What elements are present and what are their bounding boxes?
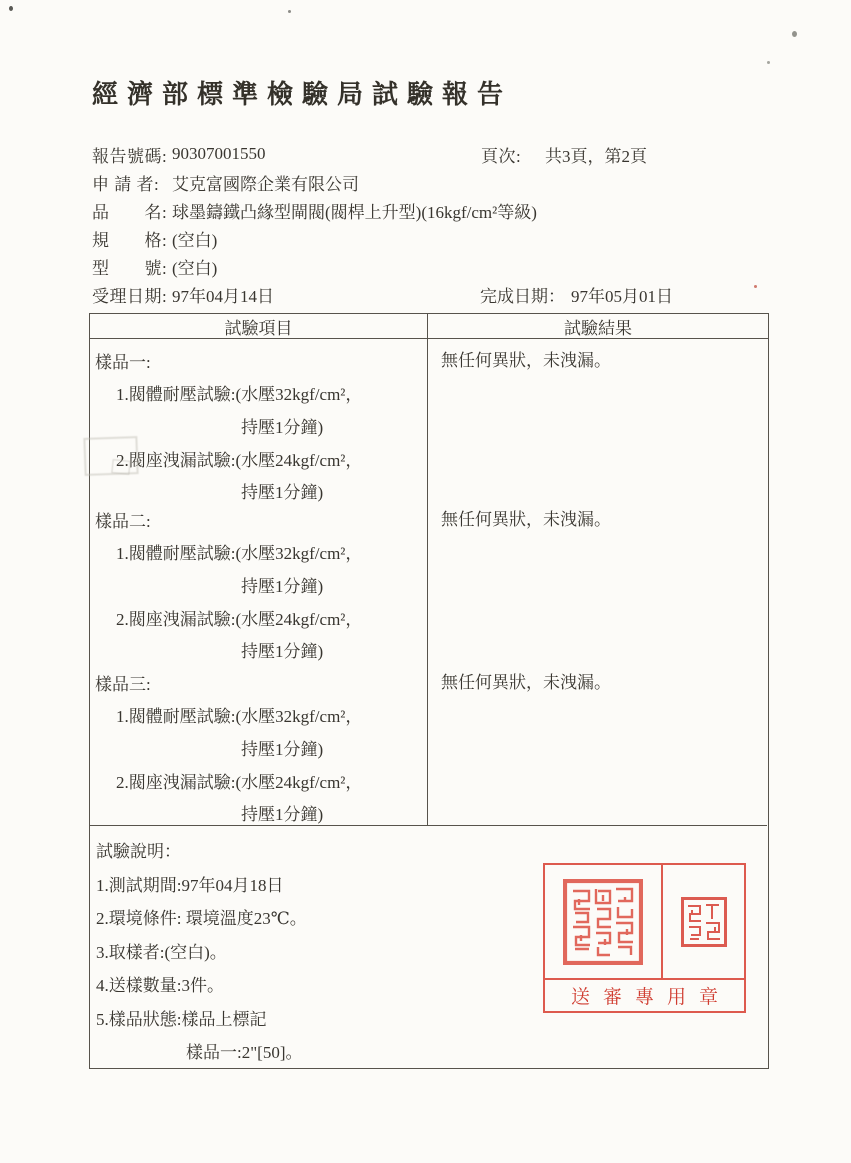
page-title: 經濟部標準檢驗局試驗報告: [92, 80, 513, 109]
page-index-label: 頁次:: [481, 146, 522, 166]
note-sample-quantity: 4.送樣數量:3件。: [96, 976, 224, 996]
sample-3-items: [90, 661, 428, 825]
accept-date-label: 受理日期:: [92, 286, 168, 306]
sample-2-items: [90, 498, 428, 661]
note-test-period: 1.測試期間:97年04月18日: [96, 875, 284, 895]
table-header-row: [90, 314, 768, 339]
note-sampler: 3.取樣者:(空白)。: [96, 942, 227, 962]
sample-2-item-1-cont: 持壓1分鐘): [241, 576, 324, 596]
report-number-value: 90307001550: [172, 144, 266, 163]
sample-3-item-1: 1.閥體耐壓試驗:(水壓32kgf/cm²，: [116, 707, 363, 727]
accept-date-value: 97年04月14日: [172, 286, 274, 306]
report-number-row: [92, 140, 792, 168]
product-name-label: 品 名:: [92, 202, 168, 222]
table-row-sample-1: [90, 339, 768, 503]
note-environment: 2.環境條件: 環境溫度23℃。: [96, 909, 307, 929]
test-results-table: [89, 313, 769, 1069]
company-seal-icon: [563, 879, 643, 965]
stamp-personal-cell: [663, 865, 744, 978]
sample-2-name: 樣品二:: [95, 511, 151, 531]
spec-label: 規 格:: [92, 230, 168, 250]
table-row-sample-3: [90, 661, 768, 825]
sample-2-item-2-cont: 持壓1分鐘): [241, 642, 324, 662]
sample-1-item-2: 2.閥座洩漏試驗:(水壓24kgf/cm²，: [116, 450, 363, 470]
scan-speck: [9, 6, 13, 11]
sample-2-item-1: 1.閥體耐壓試驗:(水壓32kgf/cm²，: [116, 544, 363, 564]
test-notes-box: [90, 825, 767, 1068]
column-header-test-item: 試驗項目: [90, 314, 428, 338]
stamp-company-cell: [545, 865, 663, 978]
notes-title: 試驗說明：: [96, 842, 181, 862]
stamp-seal-area: [545, 865, 744, 980]
spec-value: (空白): [172, 230, 218, 250]
page-index-value: 共3頁，第2頁: [545, 146, 647, 166]
personal-seal-icon: [681, 897, 727, 947]
sample-3-item-2-cont: 持壓1分鐘): [241, 805, 324, 825]
page-index: [481, 142, 647, 167]
column-header-test-result: 試驗結果: [564, 318, 632, 338]
sample-1-items: [90, 339, 428, 503]
complete-date-value: 97年05月01日: [571, 286, 673, 306]
sample-2-result: 無任何異狀，未洩漏。: [441, 510, 611, 529]
sample-3-name: 樣品三:: [95, 674, 151, 694]
sample-1-item-1: 1.閥體耐壓試驗:(水壓32kgf/cm²，: [116, 385, 363, 405]
sample-3-item-2: 2.閥座洩漏試驗:(水壓24kgf/cm²，: [116, 772, 363, 792]
scan-smudge-mark-small: [111, 459, 130, 475]
scan-speck: [288, 10, 291, 13]
sample-1-item-1-cont: 持壓1分鐘): [241, 417, 324, 437]
report-number-label: 報告號碼:: [92, 146, 168, 166]
sample-1-name: 樣品一:: [95, 352, 151, 372]
spec-row: [92, 224, 792, 252]
sample-2-item-2: 2.閥座洩漏試驗:(水壓24kgf/cm²，: [116, 609, 363, 629]
product-name-value: 球墨鑄鐵凸緣型閘閥(閥桿上升型)(16kgf/cm²等級): [172, 202, 537, 222]
complete-date: [480, 282, 673, 307]
model-row: [92, 252, 792, 280]
stamp-label: 送審專用章: [570, 987, 731, 1008]
model-value: (空白): [172, 258, 218, 278]
dates-row: [92, 280, 792, 308]
complete-date-label: 完成日期：: [480, 286, 565, 306]
submission-stamp-box: [543, 863, 746, 1013]
report-header: [92, 140, 792, 308]
note-sample-marking: 樣品一:2"[50]。: [186, 1043, 303, 1063]
product-row: [92, 196, 792, 224]
applicant-value: 艾克富國際企業有限公司: [172, 174, 359, 194]
model-label: 型 號:: [92, 258, 168, 278]
sample-1-result: 無任何異狀，未洩漏。: [441, 351, 611, 370]
sample-1-item-2-cont: 持壓1分鐘): [241, 483, 324, 503]
applicant-label: 申 請 者:: [92, 174, 160, 194]
applicant-row: [92, 168, 792, 196]
sample-3-result: 無任何異狀，未洩漏。: [441, 673, 611, 692]
scan-speck: [767, 61, 770, 64]
sample-3-item-1-cont: 持壓1分鐘): [241, 739, 324, 759]
scan-speck: [792, 31, 797, 37]
scan-speck-red: [754, 285, 757, 288]
table-row-sample-2: [90, 498, 768, 661]
note-sample-condition: 5.樣品狀態:樣品上標記: [96, 1009, 267, 1029]
